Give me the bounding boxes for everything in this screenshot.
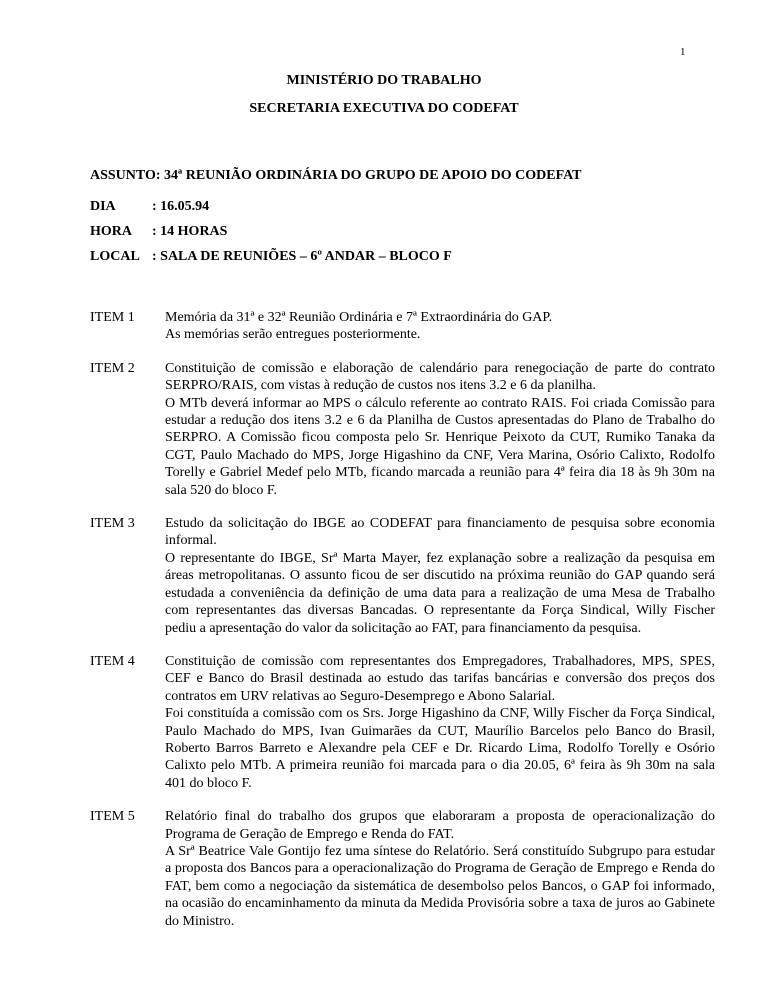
item-label: ITEM 4: [90, 653, 135, 669]
time-label: HORA: [90, 224, 132, 239]
item-title: Memória da 31ª e 32ª Reunião Ordinária e 7ª Extraordinária do GAP.: [165, 310, 553, 325]
item-label: ITEM 3: [90, 516, 135, 532]
date-value: : 16.05.94: [152, 199, 210, 214]
item-title: Constituição de comissão com representantes dos Empregadores, Trabalhadores, MPS, SPES, CEF e Banco do Brasil destinada ao estudo das tarifas bancárias e conversão dos preços dos contratos em URV relativas ao Seguro-Desemprego e Abono Salarial.: [165, 653, 715, 704]
item-text: As memórias serão entregues posteriormente.: [165, 327, 421, 343]
time-row: [90, 219, 582, 244]
item-body: [165, 309, 715, 344]
item-label: ITEM 1: [90, 310, 135, 325]
item-body: [165, 808, 715, 930]
date-row: [90, 194, 582, 219]
document-header: [0, 67, 768, 123]
item-body: [165, 360, 715, 499]
item-text: Foi constituída a comissão com os Srs. Jorge Higashino da CNF, Willy Fischer da Força Sindical, Paulo Machado do MPS, Ivan Guimarães da CUT, Maurílio Barcelos pelo Banco do Brasil, Roberto Barros Barreto e Alexandre pela CEF e Dr. Ricardo Lima, Rodolfo Torelly e Osório Calixto pelo MTb. A primeira reunião foi marcada para o dia 20.05, 6ª feira às 9h 30m na sala 401 do bloco F.: [165, 706, 715, 791]
subject-row: [90, 163, 582, 188]
item-text: O representante do IBGE, Srª Marta Mayer, fez explanação sobre a realização da pesquisa em áreas metropolitanas. O assunto ficou de ser discutido na próxima reunião do GAP quando será estudada a conveniência da definição de uma data para a realização de uma Mesa de Trabalho com representantes das diversas Bancadas. O representante da Força Sindical, Willy Fischer pediu a apresentação do valor da solicitação ao FAT, para financiamento da pesquisa.: [165, 550, 715, 636]
item-title: Constituição de comissão e elaboração de calendário para renegociação de parte do contrato SERPRO/RAIS, com vistas à redução de custos nos itens 3.2 e 6 da planilha.: [165, 360, 715, 394]
agenda-item-4: [90, 653, 715, 792]
meeting-details: [90, 163, 582, 269]
location-row: [90, 244, 582, 269]
item-body: [165, 515, 715, 637]
subject-text: ASSUNTO: 34ª REUNIÃO ORDINÁRIA DO GRUPO DE APOIO DO CODEFAT: [90, 168, 582, 183]
agenda-item-2: [90, 360, 715, 499]
page-number: 1: [680, 46, 686, 58]
item-title: Relatório final do trabalho dos grupos que elaboraram a proposta de operacionalização do Programa de Geração de Emprego e Renda do FAT.: [165, 809, 715, 842]
time-value: : 14 HORAS: [152, 224, 228, 239]
ministry-title: MINISTÉRIO DO TRABALHO: [286, 73, 482, 88]
item-title: Estudo da solicitação do IBGE ao CODEFAT para financiamento de pesquisa sobre economia informal.: [165, 516, 715, 549]
agenda-item-3: [90, 515, 715, 637]
item-text: A Srª Beatrice Vale Gontijo fez uma síntese do Relatório. Será constituído Subgrupo para estudar a proposta dos Bancos para a operacionalização do Programa de Geração de Emprego e Renda do FAT, bem como a negociação da sistemática de desembolso pelos Bancos, o GAP foi informado, na ocasião do encaminhamento da minuta da Medida Provisória sobre a taxa de juros ao Gabinete do Ministro.: [165, 843, 715, 929]
location-value: : SALA DE REUNIÕES – 6º ANDAR – BLOCO F: [152, 249, 452, 264]
item-label: ITEM 5: [90, 809, 135, 825]
secretariat-title: SECRETARIA EXECUTIVA DO CODEFAT: [249, 101, 519, 116]
date-label: DIA: [90, 199, 116, 214]
agenda-item-1: [90, 309, 715, 344]
agenda-items: [90, 309, 715, 946]
location-label: LOCAL: [90, 249, 140, 264]
item-text: O MTb deverá informar ao MPS o cálculo referente ao contrato RAIS. Foi criada Comissão para estudar a redução dos itens 3.2 e 6 da Planilha de Custos apresentadas do Plano de Trabalho do SERPRO. A Comissão ficou composta pelo Sr. Henrique Peixoto da CUT, Rumiko Tanaka da CGT, Paulo Machado do MPS, Jorge Higashino da CNF, Vera Marina, Osório Calixto, Rodolfo Torelly e Gabriel Medef pelo MTb, ficando marcada a reunião para 4ª feira dia 18 às 9h 30m na sala 520 do bloco F.: [165, 395, 715, 498]
item-label: ITEM 2: [90, 360, 135, 376]
agenda-item-5: [90, 808, 715, 930]
item-body: [165, 653, 715, 792]
